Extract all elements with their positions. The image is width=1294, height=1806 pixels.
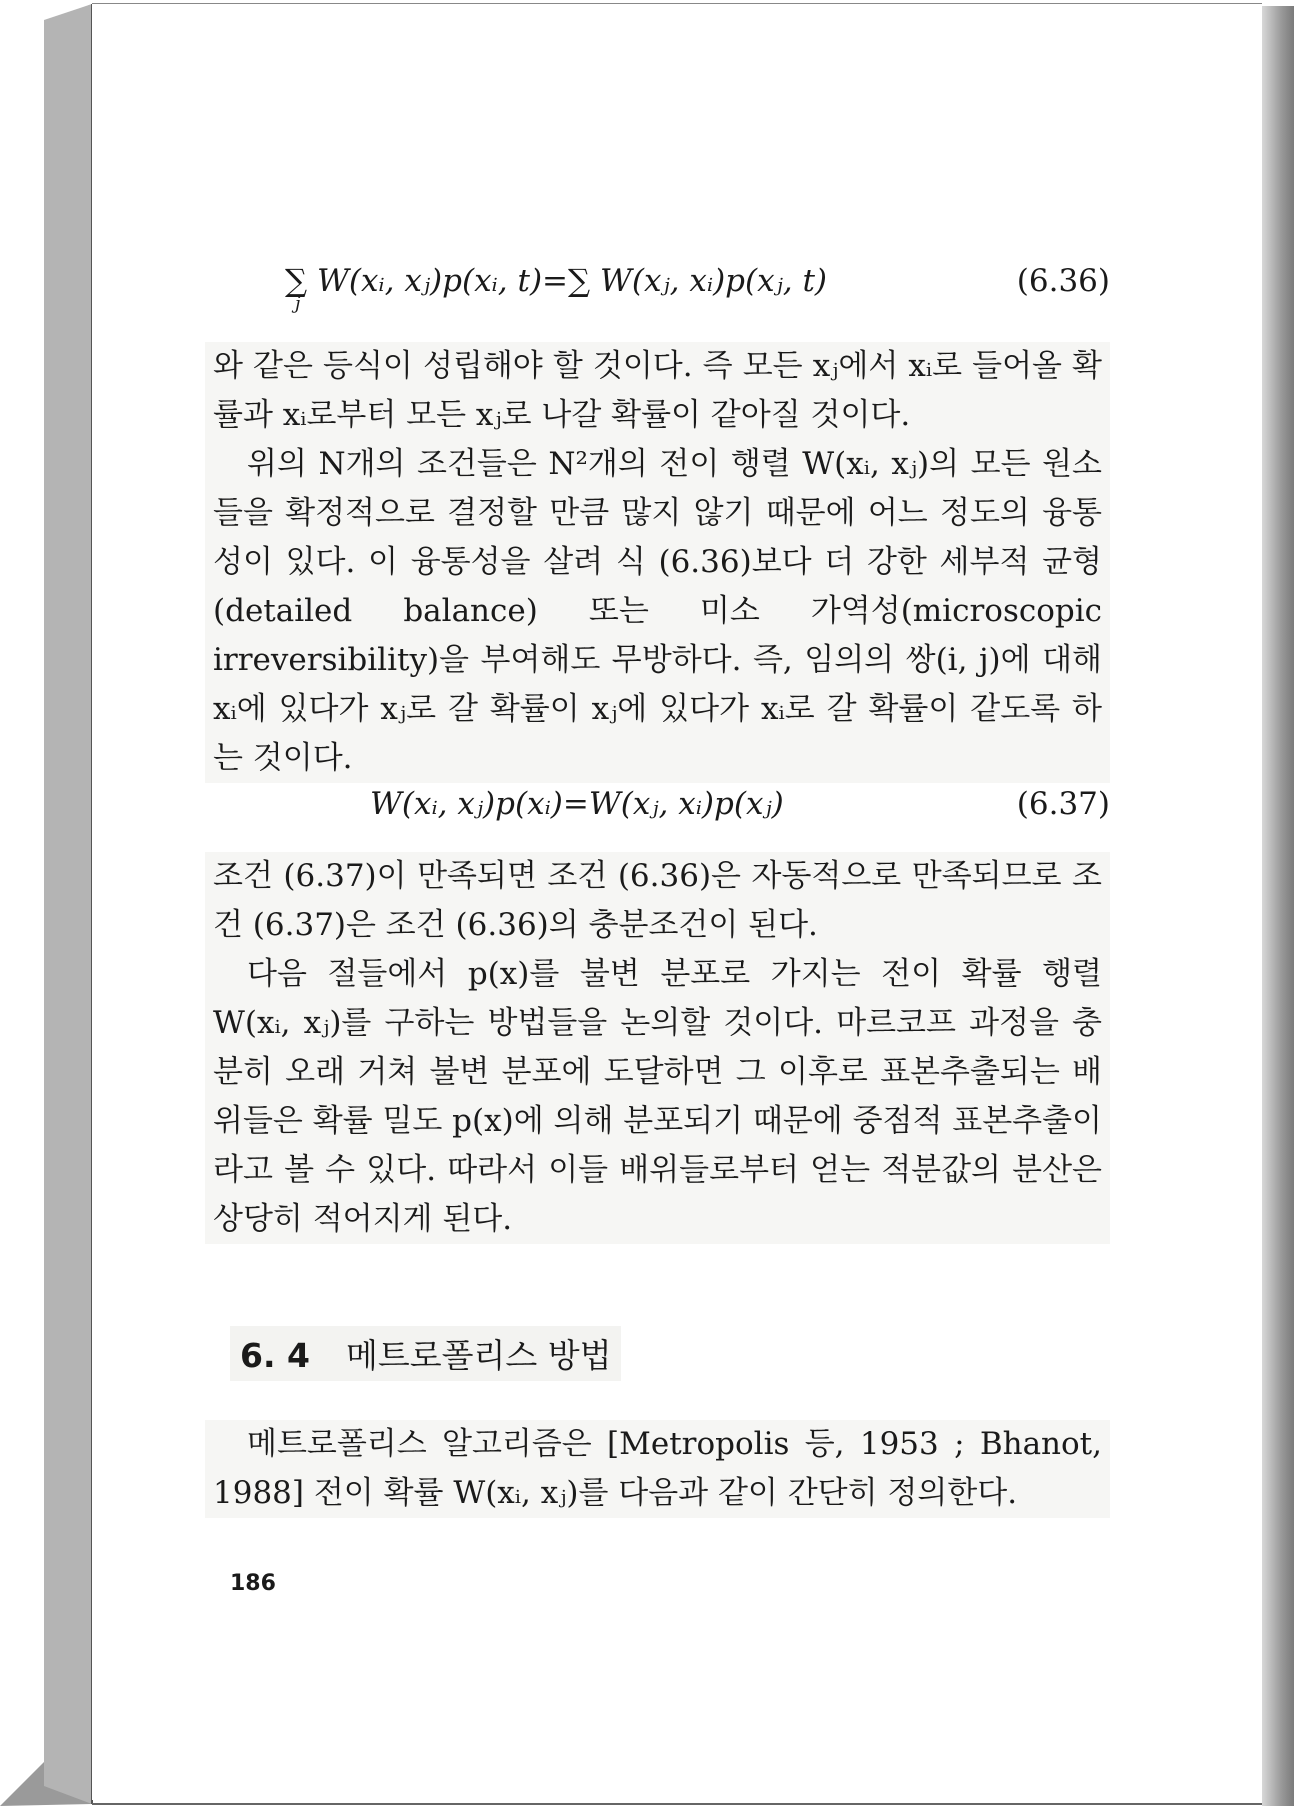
- section-title: 메트로폴리스 방법: [345, 1336, 612, 1375]
- equation-6-36-number: (6.36): [1016, 263, 1110, 299]
- body-text-block-2: [205, 852, 1110, 1244]
- body-text-block-3: [205, 1420, 1110, 1518]
- paragraph-5: 메트로폴리스 알고리즘은 [Metropolis 등, 1953 ; Bhanot, 1988] 전이 확률 W(xᵢ, xⱼ)를 다음과 같이 간단히 정의한다.: [205, 1420, 1110, 1518]
- section-number: 6. 4: [240, 1336, 310, 1375]
- paragraph-1: 와 같은 등식이 성립해야 할 것이다. 즉 모든 xⱼ에서 xᵢ로 들어올 확률과 xᵢ로부터 모든 xⱼ로 나갈 확률이 같아질 것이다.: [205, 342, 1110, 440]
- equation-6-36: [205, 263, 1110, 313]
- paragraph-2: 위의 N개의 조건들은 N²개의 전이 행렬 W(xᵢ, xⱼ)의 모든 원소들을 확정적으로 결정할 만큼 많지 않기 때문에 어느 정도의 융통성이 있다. 이 융통성을 살려 식 (6.36)보다 더 강한 세부적 균형(detailed balance) 또는 미소 가역성(microscopic irreversibility)을 부여해도 무방하다. 즉, 임의의 쌍(i, j)에 대해 xᵢ에 있다가 xⱼ로 갈 확률이 xⱼ에 있다가 xᵢ로 갈 확률이 같도록 하는 것이다.: [205, 440, 1110, 783]
- paragraph-4: 다음 절들에서 p(x)를 불변 분포로 가지는 전이 확률 행렬 W(xᵢ, xⱼ)를 구하는 방법들을 논의할 것이다. 마르코프 과정을 충분히 오래 거쳐 불변 분포에 도달하면 그 이후로 표본추출되는 배위들은 확률 밀도 p(x)에 의해 분포되기 때문에 중점적 표본추출이라고 볼 수 있다. 따라서 이들 배위들로부터 얻는 적분값의 분산은 상당히 적어지게 된다.: [205, 950, 1110, 1244]
- page-shadow: [1262, 6, 1294, 1806]
- sum-index: j: [295, 293, 301, 314]
- equation-6-37: [205, 786, 1110, 836]
- equation-6-37-expression: W(xᵢ, xⱼ)p(xᵢ)=W(xⱼ, xᵢ)p(xⱼ): [370, 786, 784, 822]
- equation-6-37-number: (6.37): [1016, 786, 1110, 822]
- paragraph-3: 조건 (6.37)이 만족되면 조건 (6.36)은 자동적으로 만족되므로 조건 (6.37)은 조건 (6.36)의 충분조건이 된다.: [205, 852, 1110, 950]
- page-number: 186: [230, 1571, 276, 1596]
- body-text-block-1: [205, 342, 1110, 783]
- section-heading: [230, 1326, 621, 1381]
- equation-6-36-expression: ∑ W(xᵢ, xⱼ)p(xᵢ, t)=∑ W(xⱼ, xᵢ)p(xⱼ, t): [285, 263, 828, 299]
